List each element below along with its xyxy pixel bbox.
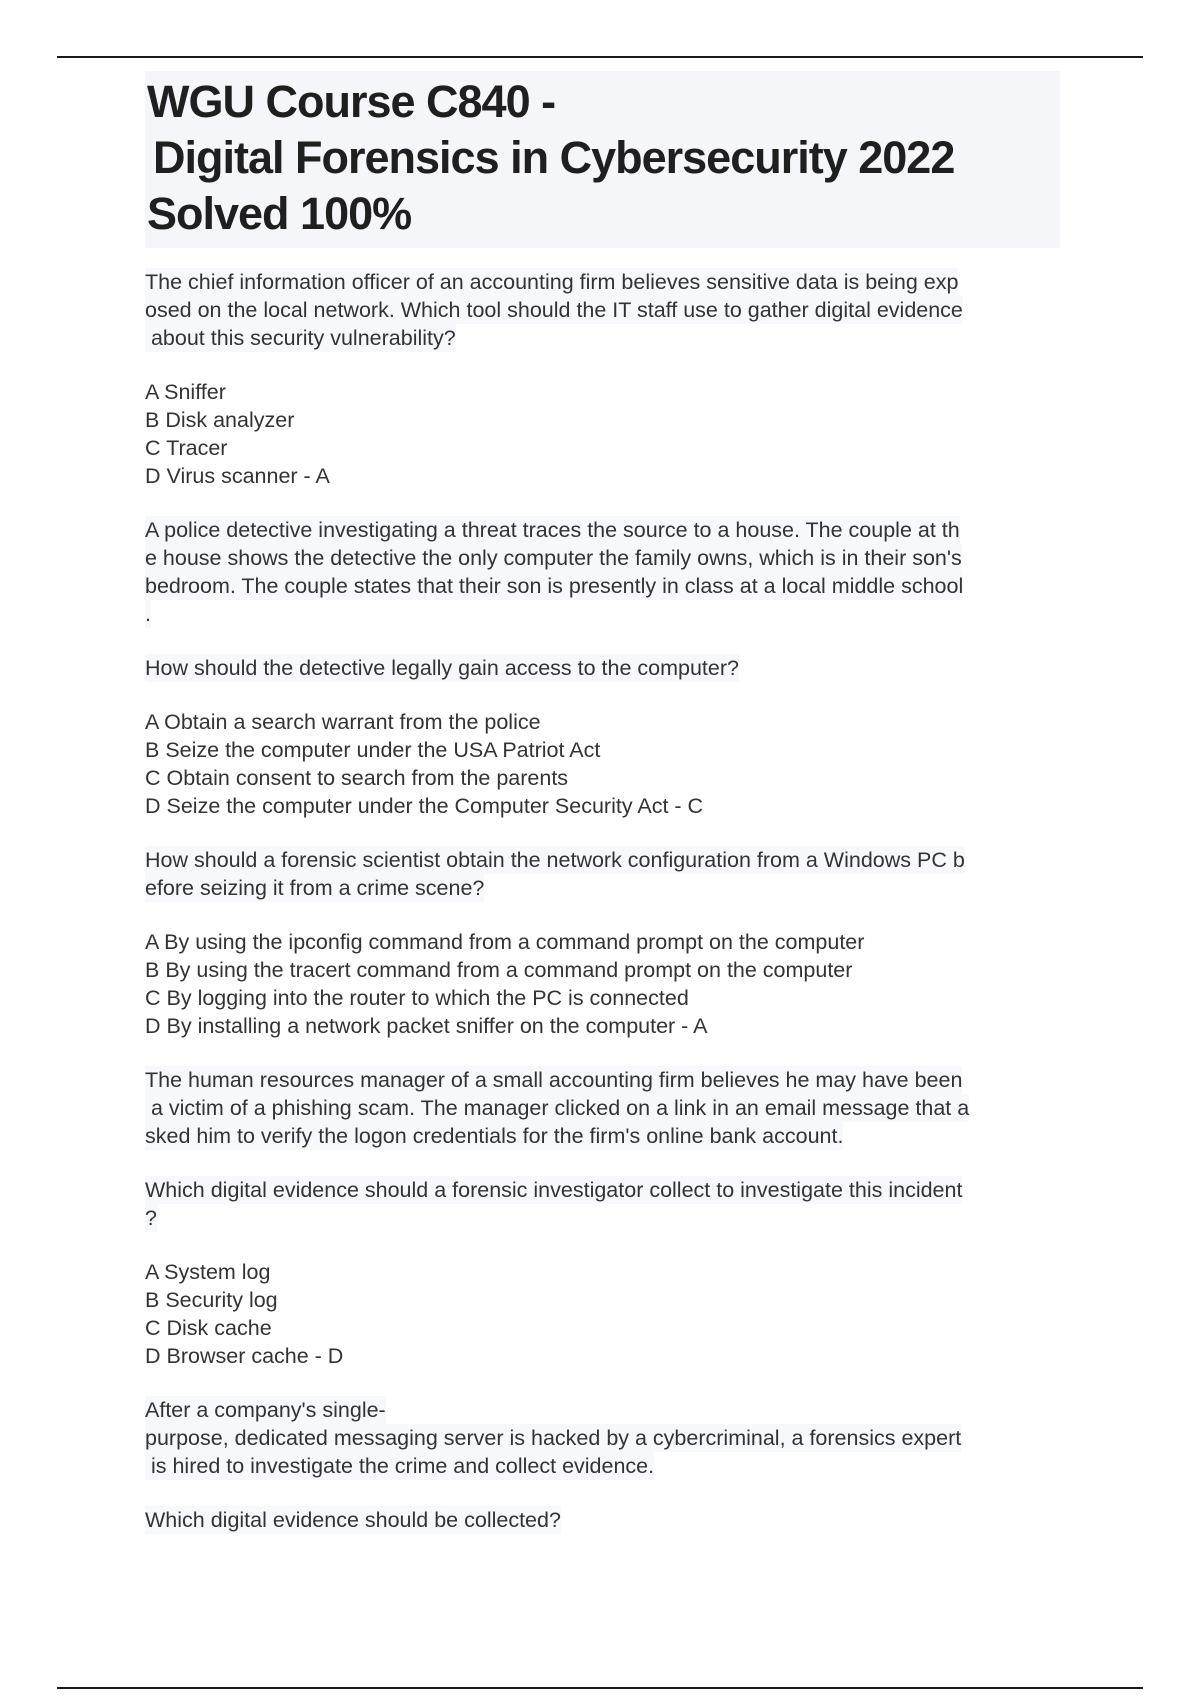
text-line: Which digital evidence should a forensic investigator collect to investigate this incident bbox=[145, 1178, 963, 1202]
text-line: . bbox=[145, 602, 151, 626]
option-line: C Disk cache bbox=[145, 1316, 272, 1340]
text-line: After a company's single- bbox=[145, 1398, 386, 1422]
option-line: C Obtain consent to search from the parents bbox=[145, 766, 569, 790]
option-line: B Seize the computer under the USA Patriot Act bbox=[145, 738, 601, 762]
text-line: bedroom. The couple states that their son is presently in class at a local middle school bbox=[145, 574, 964, 598]
option-line: A Obtain a search warrant from the police bbox=[145, 710, 541, 734]
text-line: A police detective investigating a threat traces the source to a house. The couple at th bbox=[145, 518, 960, 542]
question-1-options bbox=[145, 378, 1060, 490]
option-line: C By logging into the router to which the PC is connected bbox=[145, 986, 689, 1010]
text-line: about this security vulnerability? bbox=[145, 326, 456, 350]
text-line: The human resources manager of a small accounting firm believes he may have been bbox=[145, 1068, 963, 1092]
title-line: Solved 100% bbox=[147, 188, 412, 239]
question-1-prompt bbox=[145, 268, 1060, 352]
option-line: A System log bbox=[145, 1260, 271, 1284]
text-line: e house shows the detective the only computer the family owns, which is in their son's bbox=[145, 546, 962, 570]
option-line: B Disk analyzer bbox=[145, 408, 295, 432]
title-line: Digital Forensics in Cybersecurity 2022 bbox=[153, 132, 955, 183]
text-line: ? bbox=[145, 1206, 157, 1230]
text-line: The chief information officer of an accounting firm believes sensitive data is being exp bbox=[145, 270, 959, 294]
text-line: osed on the local network. Which tool should the IT staff use to gather digital evidence bbox=[145, 298, 963, 322]
option-line: B Security log bbox=[145, 1288, 278, 1312]
top-rule bbox=[57, 56, 1143, 58]
option-line: D By installing a network packet sniffer on the computer - A bbox=[145, 1014, 708, 1038]
text-line: a victim of a phishing scam. The manager clicked on a link in an email message that a bbox=[145, 1096, 970, 1120]
question-3-prompt bbox=[145, 846, 1060, 902]
question-4-options bbox=[145, 1258, 1060, 1370]
title-line: WGU Course C840 - bbox=[147, 76, 556, 127]
option-line: A By using the ipconfig command from a command prompt on the computer bbox=[145, 930, 865, 954]
document-title bbox=[145, 71, 1060, 248]
text-line: How should a forensic scientist obtain the network configuration from a Windows PC b bbox=[145, 848, 965, 872]
question-5-prompt-2 bbox=[145, 1506, 1060, 1534]
option-line: D Virus scanner - A bbox=[145, 464, 330, 488]
text-line: How should the detective legally gain access to the computer? bbox=[145, 656, 739, 680]
text-line: is hired to investigate the crime and collect evidence. bbox=[145, 1454, 655, 1478]
option-line: B By using the tracert command from a command prompt on the computer bbox=[145, 958, 853, 982]
question-2-prompt-2 bbox=[145, 654, 1060, 682]
option-line: D Seize the computer under the Computer Security Act - C bbox=[145, 794, 704, 818]
bottom-rule bbox=[57, 1687, 1143, 1689]
text-line: purpose, dedicated messaging server is hacked by a cybercriminal, a forensics expert bbox=[145, 1426, 962, 1450]
question-2-prompt bbox=[145, 516, 1060, 628]
question-4-prompt bbox=[145, 1066, 1060, 1150]
text-line: Which digital evidence should be collected? bbox=[145, 1508, 561, 1532]
document-body bbox=[145, 71, 1060, 1560]
question-4-prompt-2 bbox=[145, 1176, 1060, 1232]
option-line: A Sniffer bbox=[145, 380, 226, 404]
text-line: sked him to verify the logon credentials for the firm's online bank account. bbox=[145, 1124, 844, 1148]
text-line: efore seizing it from a crime scene? bbox=[145, 876, 485, 900]
option-line: D Browser cache - D bbox=[145, 1344, 344, 1368]
option-line: C Tracer bbox=[145, 436, 228, 460]
question-3-options bbox=[145, 928, 1060, 1040]
question-5-prompt bbox=[145, 1396, 1060, 1480]
question-2-options bbox=[145, 708, 1060, 820]
